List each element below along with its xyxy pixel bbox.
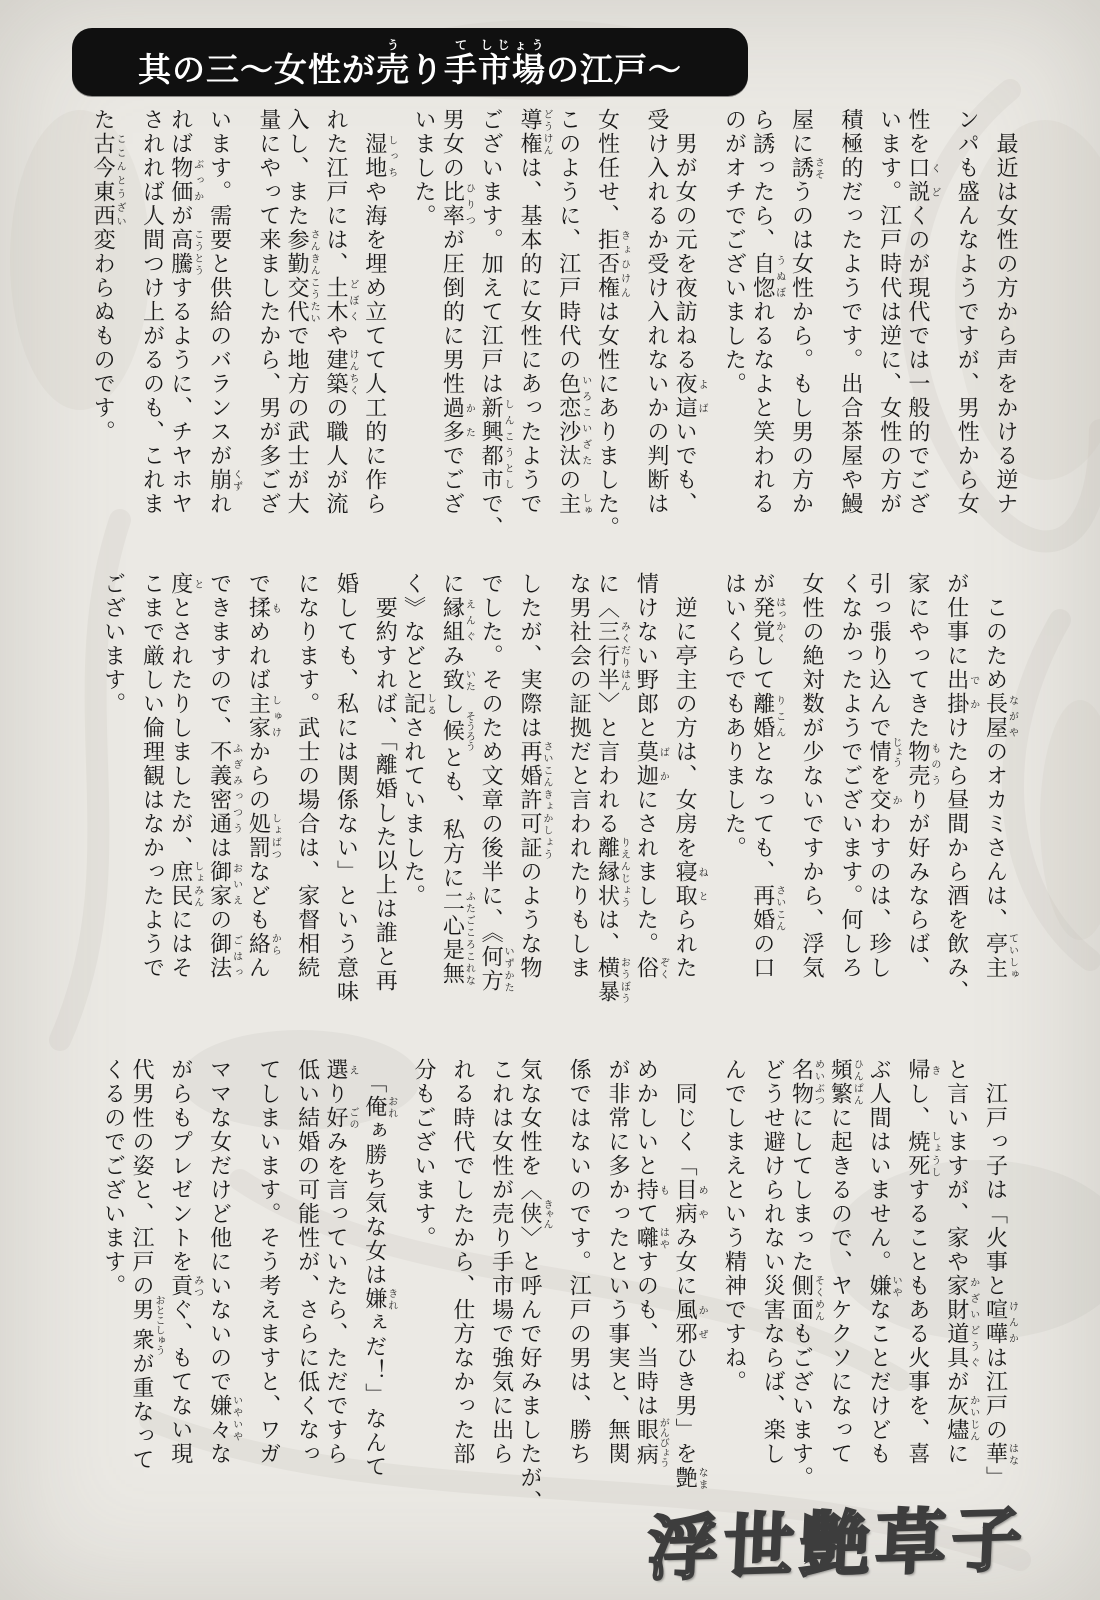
series-logo-calligraphy: 浮世艶草子 (646, 1497, 1030, 1591)
text-column: 婚しても、私には関係ない」という意味 (334, 572, 360, 1004)
text-column: く》などと記しるされていました。 (401, 572, 436, 908)
text-column: くるのでございます。 (101, 1058, 127, 1298)
text-column: に縁組えんぐみ致いたし候そうろうとも、私方に二心是無ふたごころこれな (440, 572, 475, 986)
text-column: ぶ人間はいません。嫌いやなことだけども (867, 1058, 902, 1466)
text-column: 選えり好ごのみを言っていたら、ただですら (323, 1058, 358, 1466)
text-column: 屋に誘さそうのは女性から。もし男の方か (789, 108, 824, 516)
text-column: が非常に多かったという事実と、無関 (606, 1058, 632, 1466)
text-column: がらもプレゼントを貢みつぐ、もてない現 (168, 1058, 203, 1466)
text-column: したが、実際は再婚許可証さいこんきょかしょうのような物 (517, 572, 552, 980)
text-column: 導権どうけんは、基本的に女性にあったようで (517, 108, 552, 516)
text-column: 積極的だったようです。出合茶屋や鰻 (838, 108, 864, 516)
text-column: どうせ避けられない災害ならば、楽し (761, 1058, 787, 1466)
text-column: 家にやってきた物売ものうりが好みならば、 (905, 572, 940, 980)
text-column: ございます。加えて江戸は新興都市しんこうとしで、 (479, 108, 514, 540)
text-column: 入し、また参勤交代さんきんこうたいで地方の武士が大 (285, 108, 320, 516)
text-column: 逆に亭主の方は、女房を寝取ねとられた (673, 572, 708, 980)
text-column: います。江戸時代は逆に、女性の方が (877, 108, 903, 516)
text-column: ンパも盛んなようですが、男性から女 (955, 108, 981, 516)
text-column: 低い結婚の可能性が、さらに低くなっ (295, 1058, 321, 1466)
article-block-middle (85, 572, 1017, 1046)
text-column: 代男性の姿と、江戸の男衆おとこしゅうが重なって (129, 1058, 164, 1472)
text-column: た古今東西ここんとうざい変わらぬものです。 (91, 108, 126, 444)
text-column: このため長屋ながやのオカミさんは、亭主ていしゅ (983, 572, 1018, 980)
text-column: されれば人間つけ上がるのも、これま (140, 108, 166, 516)
text-column: 性を口説くどくのが現代では一般的でござ (905, 108, 940, 516)
text-column: 「俺おれぁ勝ち気な女は嫌きれぇだ！」なんて (362, 1058, 397, 1479)
text-column: いました。 (412, 108, 438, 228)
text-column: と言いますが、家や家財道具かざいどうぐが灰燼かいじんに (944, 1058, 979, 1466)
text-column: で揉もめれば主家しゅけからの処罰しょばつなども絡からん (246, 572, 281, 980)
text-column: でした。そのため文章の後半に、《何方いずかた (479, 572, 514, 993)
text-column: んでしまえという精神ですね。 (722, 1058, 748, 1394)
text-column: くなかったようでございます。何しろ (838, 572, 864, 980)
text-column: 帰きし、焼死しょうしすることもある火事を、喜 (905, 1058, 940, 1466)
text-column: 女性任せ、拒否権きょひけんは女性にありました。 (595, 108, 630, 540)
text-column: てしまいます。そう考えますと、ワガ (256, 1058, 282, 1466)
text-column: 度ととされたりしましたが、庶民しょみんにはそ (168, 572, 203, 980)
text-column: に〈三行半みくだりはん〉と言われる離縁状りえんじょうは、横暴おうぼう (595, 572, 630, 1004)
text-column: 女性の絶対数が少ないですから、浮気 (800, 572, 826, 980)
text-column: います。需要と供給のバランスが崩くずれ (207, 108, 242, 516)
text-column: が発覚はっかくして離婚りこんとなっても、再婚さいこんの口 (750, 572, 785, 980)
text-column: 気な女性を〈侠きゃん〉と呼んで好みましたが、 (517, 1058, 552, 1514)
text-column: 湿地しっちや海を埋め立てて人工的に作ら (362, 132, 397, 516)
text-column: はいくらでもありました。 (722, 572, 748, 860)
text-column: 引っ張り込んで情じょうを交かわすのは、珍し (867, 572, 902, 980)
article-block-top (85, 108, 1017, 550)
text-column: 量にやって来ましたから、男が多ござ (256, 108, 282, 516)
text-column: になります。武士の場合は、家督相続 (295, 572, 321, 980)
text-column: 男が女の元を夜訪ねる夜這よばいでも、 (673, 108, 708, 516)
text-column: れる時代でしたから、仕方なかった部 (450, 1058, 476, 1466)
text-column: 分もございます。 (412, 1058, 438, 1250)
text-column: 要約すれば、「離婚した以上は誰と再 (373, 572, 399, 993)
text-column: ママな女だけど他にいないので嫌々いやいやな (207, 1058, 242, 1466)
text-column: 名物めいぶつにしてしまった側面そくめんもございます。 (789, 1058, 824, 1490)
text-column: れば物価ぶっかが高騰こうとうするように、チヤホヤ (168, 108, 203, 516)
text-column: 男女の比率ひりつが圧倒的に男性過多かたでござ (440, 108, 475, 516)
text-column: 受け入れるか受け入れないかの判断は (644, 108, 670, 516)
text-column: 最近は女性の方から声をかける逆ナ (994, 108, 1019, 516)
text-column: これは女性が売り手市場で強気に出ら (489, 1058, 515, 1466)
text-column: が仕事に出掛でかけたら昼間から酒を飲み、 (944, 572, 979, 1004)
article-block-bottom (85, 1058, 1017, 1546)
text-column: のがオチでございました。 (722, 108, 748, 396)
text-column: このように、江戸時代の色恋沙汰いろこいざたの主しゅ (556, 108, 591, 516)
text-column: 同じく「目病めやみ女に風邪かぜひき男」を艶なま (673, 1058, 708, 1490)
text-column: な男社会の証拠だと言われたりもしま (567, 572, 593, 980)
text-column: めかしいと持もて囃はやすのも、当時は眼病がんびょう (634, 1058, 669, 1468)
text-column: 情けない野郎と莫迦ばかにされました。俗ぞく (634, 572, 669, 980)
text-column: 江戸っ子は「火事と喧嘩けんかは江戸の華はな」 (983, 1058, 1018, 1490)
section-title: 其の三〜女性が売うり手て市場しじょうの江戸〜 (138, 37, 682, 88)
section-title-banner (72, 28, 748, 96)
text-column: 頻繁ひんぱんに起きるので、ヤケクソになって (828, 1058, 863, 1466)
text-column: ら誘ったら、自惚うぬぼれるなよと笑われる (750, 108, 785, 516)
text-column: できますので、不義密通ふぎみっつうは御家おいえの御法ごはっ (207, 572, 242, 980)
text-column: れた江戸には、土木どぼくや建築けんちくの職人が流 (323, 108, 358, 516)
text-column: こまで厳しい倫理観はなかったようで (140, 572, 166, 980)
text-column: ございます。 (101, 572, 127, 716)
text-column: 係ではないのです。江戸の男は、勝ち (567, 1058, 593, 1466)
